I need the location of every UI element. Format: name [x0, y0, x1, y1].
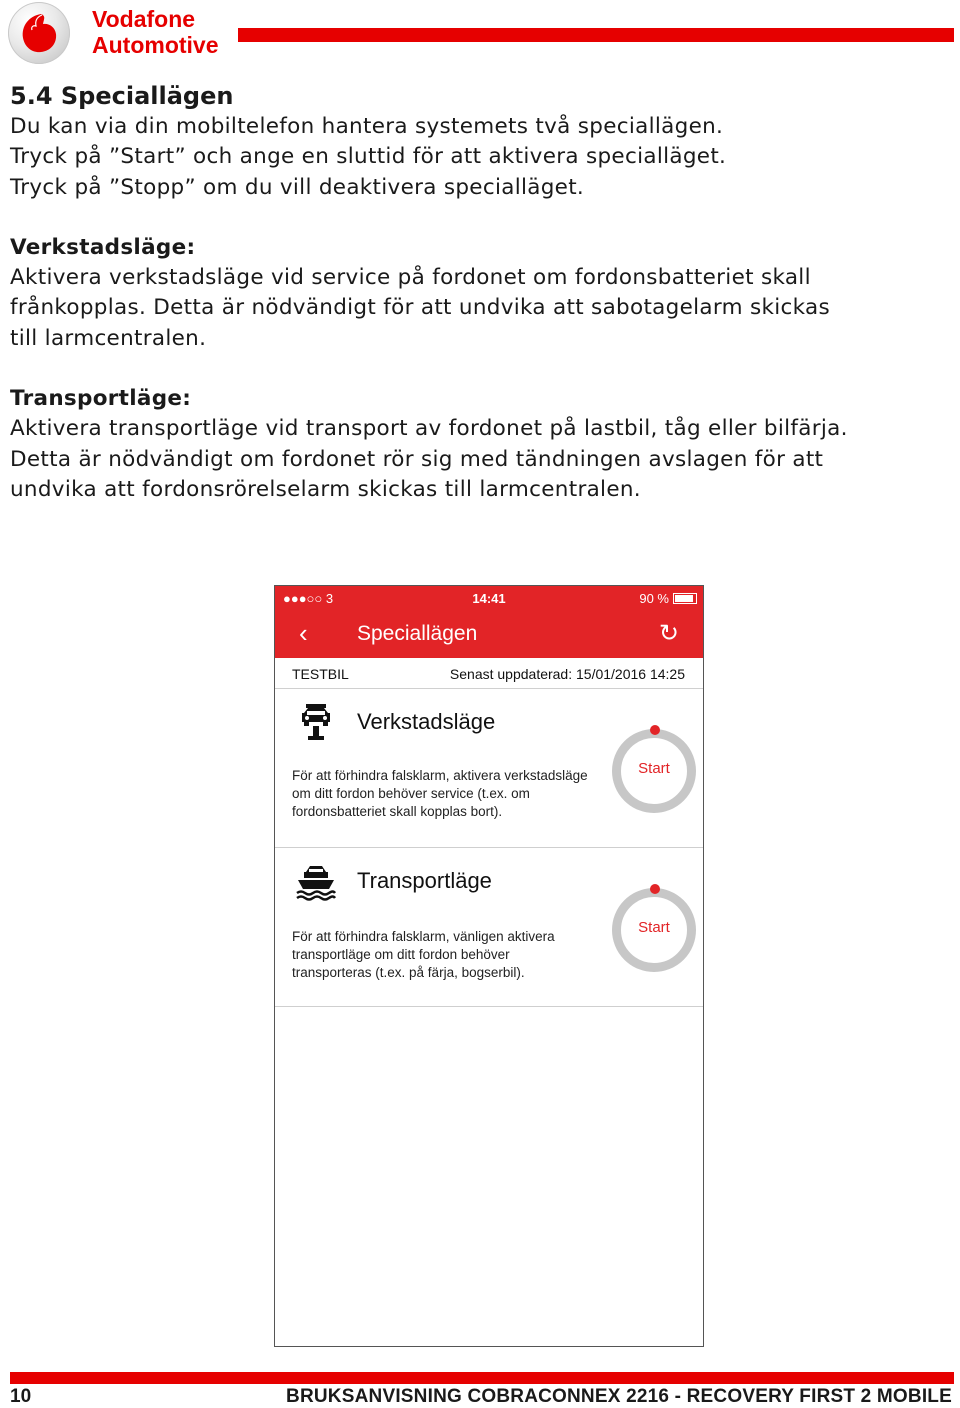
desc-line: För att förhindra falsklarm, vänligen aktivera: [292, 929, 555, 944]
transport-heading: Transportläge:: [10, 386, 192, 412]
card-title: Transportläge: [357, 868, 492, 893]
verkstad-line: frånkopplas. Detta är nödvändigt för att undvika att sabotagelarm skickas: [10, 295, 831, 321]
status-time: 14:41: [472, 591, 506, 606]
brand-line-2: Automotive: [92, 32, 219, 58]
phone-screenshot: [274, 585, 704, 1347]
start-button[interactable]: [612, 888, 696, 972]
transport-line: undvika att fordonsrörelselarm skickas till larmcentralen.: [10, 476, 641, 502]
vehicle-info-bar: [275, 658, 703, 689]
back-chevron-icon[interactable]: ‹: [299, 618, 308, 648]
section-heading: 5.4 Speciallägen: [10, 82, 234, 110]
brand-line-1: Vodafone: [92, 6, 196, 32]
app-nav-bar: [275, 610, 703, 658]
verkstad-line: till larmcentralen.: [10, 325, 207, 351]
card-title: Verkstadsläge: [357, 709, 496, 734]
footer-divider: [10, 1372, 954, 1384]
intro-line: Du kan via din mobiltelefon hantera systemets två speciallägen.: [10, 114, 724, 139]
brand-name: [92, 6, 219, 58]
intro-line: Tryck på ”Stopp” om du vill deaktivera specialläget.: [10, 174, 585, 200]
transport-line: Detta är nödvändigt om fordonet rör sig med tändningen avslagen för att: [10, 446, 824, 472]
page-header: [0, 0, 960, 70]
ring-indicator-dot: [650, 884, 660, 894]
header-divider: [238, 28, 954, 42]
screen-title: Speciallägen: [357, 622, 478, 645]
refresh-icon[interactable]: ↻: [658, 620, 679, 647]
car-lift-icon: [295, 701, 337, 743]
transport-mode-card: [275, 848, 703, 1007]
start-button[interactable]: [612, 729, 696, 813]
workshop-mode-card: [275, 689, 703, 848]
document-title: BRUKSANVISNING COBRACONNEX 2216 - RECOVERY FIRST 2 MOBILE: [286, 1386, 952, 1407]
car-ferry-icon: [295, 860, 337, 902]
section-content: [10, 80, 955, 505]
vehicle-name: TESTBIL: [292, 666, 349, 682]
verkstad-heading: Verkstadsläge:: [10, 234, 196, 260]
verkstad-line: Aktivera verkstadsläge vid service på fordonet om fordonsbatteriet skall: [10, 265, 811, 291]
battery-percent: 90 %: [639, 591, 669, 606]
start-label: Start: [638, 760, 670, 777]
desc-line: transporteras (t.ex. på färja, bogserbil).: [292, 965, 525, 980]
last-updated: Senast uppdaterad: 15/01/2016 14:25: [449, 666, 685, 682]
status-bar: [275, 586, 703, 610]
signal-indicator: ●●●○○ 3: [283, 591, 334, 606]
intro-line: Tryck på ”Start” och ange en sluttid för att aktivera specialläget.: [10, 144, 727, 170]
desc-line: transportläge om ditt fordon behöver: [292, 947, 510, 962]
desc-line: För att förhindra falsklarm, aktivera verkstadsläge: [292, 768, 588, 783]
card-description: [292, 928, 622, 982]
desc-line: fordonsbatteriet skall kopplas bort).: [292, 804, 503, 819]
transport-line: Aktivera transportläge vid transport av fordonet på lastbil, tåg eller bilfärja.: [10, 416, 848, 442]
ring-indicator-dot: [650, 725, 660, 735]
start-label: Start: [638, 919, 670, 936]
vodafone-logo-icon: [8, 2, 70, 64]
desc-line: om ditt fordon behöver service (t.ex. om: [292, 786, 530, 801]
page-number: 10: [10, 1386, 32, 1407]
card-description: [292, 767, 622, 821]
battery-icon: [673, 593, 697, 604]
